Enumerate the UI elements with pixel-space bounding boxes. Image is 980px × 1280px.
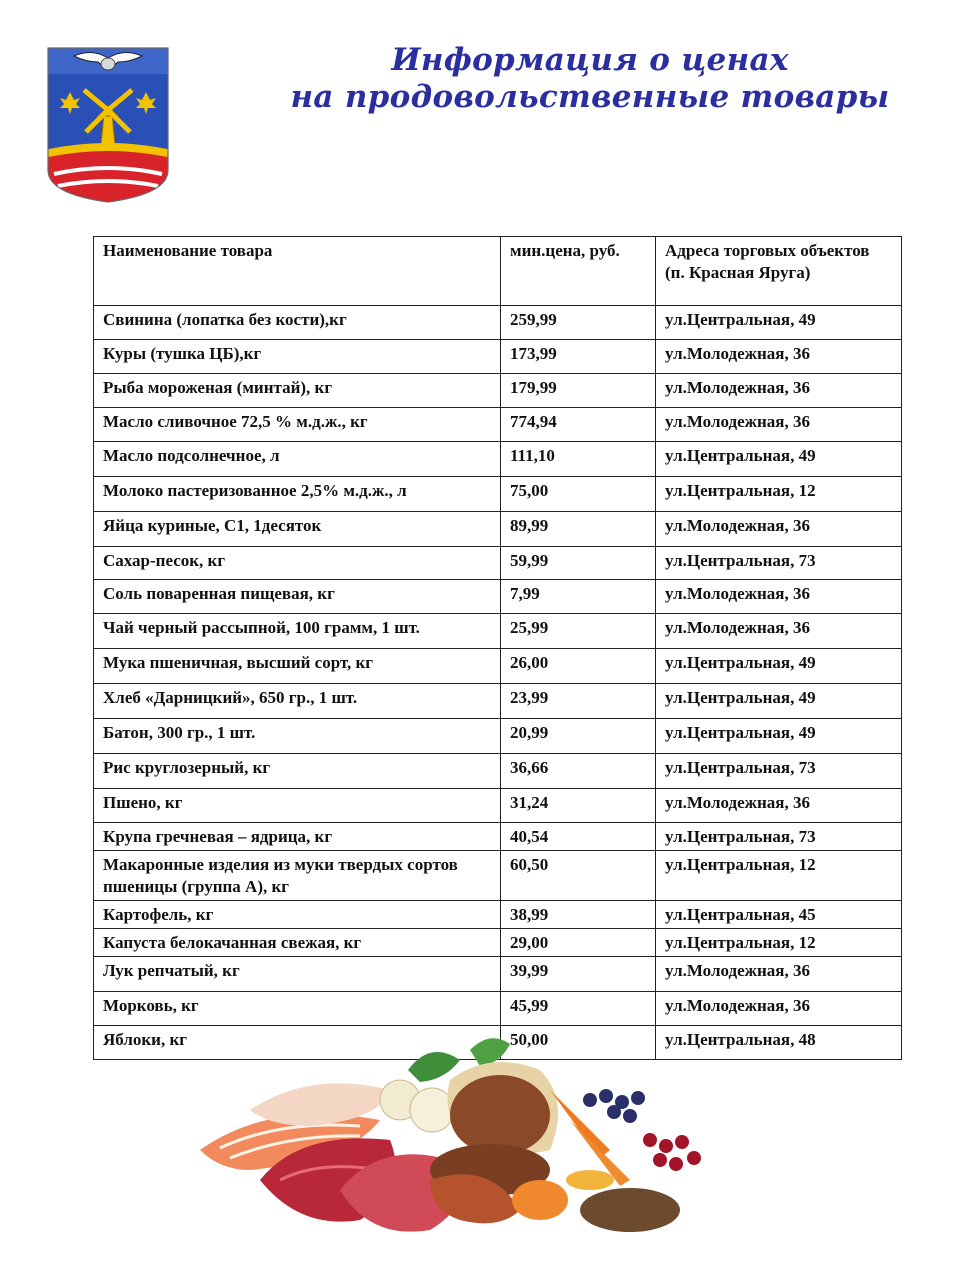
table-row [94, 374, 902, 408]
address-cell: ул.Молодежная, 36 [656, 408, 902, 442]
product-name-cell: Рыба мороженая (минтай), кг [94, 374, 501, 408]
price-cell: 7,99 [501, 580, 656, 614]
address-cell: ул.Центральная, 12 [656, 929, 902, 957]
address-cell: ул.Центральная, 73 [656, 823, 902, 851]
price-cell: 26,00 [501, 649, 656, 684]
food-illustration [190, 1030, 730, 1250]
product-name-cell: Молоко пастеризованное 2,5% м.д.ж., л [94, 477, 501, 512]
address-cell: ул.Центральная, 45 [656, 901, 902, 929]
table-header-row [94, 237, 902, 306]
address-cell: ул.Молодежная, 36 [656, 340, 902, 374]
price-cell: 25,99 [501, 614, 656, 649]
address-cell: ул.Центральная, 49 [656, 649, 902, 684]
price-cell: 259,99 [501, 306, 656, 340]
product-name-cell: Батон, 300 гр., 1 шт. [94, 719, 501, 754]
price-cell: 59,99 [501, 547, 656, 580]
table-row [94, 823, 902, 851]
price-cell: 50,00 [501, 1026, 656, 1060]
product-name-cell: Соль поваренная пищевая, кг [94, 580, 501, 614]
address-cell: ул.Центральная, 12 [656, 851, 902, 901]
title-line-1: Информация о ценах [391, 42, 789, 78]
address-cell: ул.Центральная, 49 [656, 306, 902, 340]
price-cell: 40,54 [501, 823, 656, 851]
product-name-cell: Пшено, кг [94, 789, 501, 823]
price-cell: 23,99 [501, 684, 656, 719]
product-name-cell: Капуста белокачанная свежая, кг [94, 929, 501, 957]
address-cell: ул.Молодежная, 36 [656, 957, 902, 992]
price-cell: 60,50 [501, 851, 656, 901]
table-row [94, 957, 902, 992]
product-name-cell: Картофель, кг [94, 901, 501, 929]
product-name-cell: Сахар-песок, кг [94, 547, 501, 580]
product-name-cell: Крупа гречневая – ядрица, кг [94, 823, 501, 851]
price-cell: 75,00 [501, 477, 656, 512]
price-cell: 45,99 [501, 992, 656, 1026]
address-cell: ул.Молодежная, 36 [656, 789, 902, 823]
price-cell: 39,99 [501, 957, 656, 992]
product-name-cell: Свинина (лопатка без кости),кг [94, 306, 501, 340]
table-row [94, 684, 902, 719]
product-name-cell: Хлеб «Дарницкий», 650 гр., 1 шт. [94, 684, 501, 719]
address-cell: ул.Молодежная, 36 [656, 992, 902, 1026]
table-row [94, 789, 902, 823]
price-cell: 111,10 [501, 442, 656, 477]
table-row [94, 992, 902, 1026]
address-cell: ул.Молодежная, 36 [656, 580, 902, 614]
address-cell: ул.Центральная, 73 [656, 547, 902, 580]
table-row [94, 512, 902, 547]
product-name-cell: Чай черный рассыпной, 100 грамм, 1 шт. [94, 614, 501, 649]
title-line-2: на продовольственные товары [290, 79, 890, 115]
address-cell: ул.Центральная, 49 [656, 684, 902, 719]
table-row [94, 719, 902, 754]
price-cell: 179,99 [501, 374, 656, 408]
column-header-address: Адреса торговых объектов (п. Красная Яруга) [656, 237, 902, 306]
price-cell: 29,00 [501, 929, 656, 957]
address-cell: ул.Молодежная, 36 [656, 374, 902, 408]
address-cell: ул.Молодежная, 36 [656, 512, 902, 547]
table-row [94, 340, 902, 374]
price-cell: 31,24 [501, 789, 656, 823]
price-cell: 20,99 [501, 719, 656, 754]
table-row [94, 929, 902, 957]
product-name-cell: Рис круглозерный, кг [94, 754, 501, 789]
page-title [220, 42, 960, 116]
table-row [94, 442, 902, 477]
price-table [93, 236, 902, 1060]
product-name-cell: Мука пшеничная, высший сорт, кг [94, 649, 501, 684]
product-name-cell: Морковь, кг [94, 992, 501, 1026]
price-cell: 774,94 [501, 408, 656, 442]
address-cell: ул.Центральная, 49 [656, 719, 902, 754]
address-cell: ул.Центральная, 48 [656, 1026, 902, 1060]
table-row [94, 754, 902, 789]
table-row [94, 408, 902, 442]
table-row [94, 477, 902, 512]
table-row [94, 901, 902, 929]
address-cell: ул.Центральная, 12 [656, 477, 902, 512]
product-name-cell: Яйца куриные, С1, 1десяток [94, 512, 501, 547]
table-row [94, 649, 902, 684]
product-name-cell: Куры (тушка ЦБ),кг [94, 340, 501, 374]
table-row [94, 614, 902, 649]
product-name-cell: Масло сливочное 72,5 % м.д.ж., кг [94, 408, 501, 442]
coat-of-arms-emblem [44, 44, 172, 206]
product-name-cell: Макаронные изделия из муки твердых сортов пшеницы (группа А), кг [94, 851, 501, 901]
price-cell: 89,99 [501, 512, 656, 547]
table-row [94, 547, 902, 580]
table-row [94, 306, 902, 340]
address-cell: ул.Молодежная, 36 [656, 614, 902, 649]
product-name-cell: Яблоки, кг [94, 1026, 501, 1060]
price-cell: 36,66 [501, 754, 656, 789]
price-cell: 173,99 [501, 340, 656, 374]
address-cell: ул.Центральная, 73 [656, 754, 902, 789]
column-header-min-price: мин.цена, руб. [501, 237, 656, 306]
table-row [94, 580, 902, 614]
price-cell: 38,99 [501, 901, 656, 929]
product-name-cell: Масло подсолнечное, л [94, 442, 501, 477]
table-row [94, 851, 902, 901]
column-header-product: Наименование товара [94, 237, 501, 306]
address-cell: ул.Центральная, 49 [656, 442, 902, 477]
product-name-cell: Лук репчатый, кг [94, 957, 501, 992]
